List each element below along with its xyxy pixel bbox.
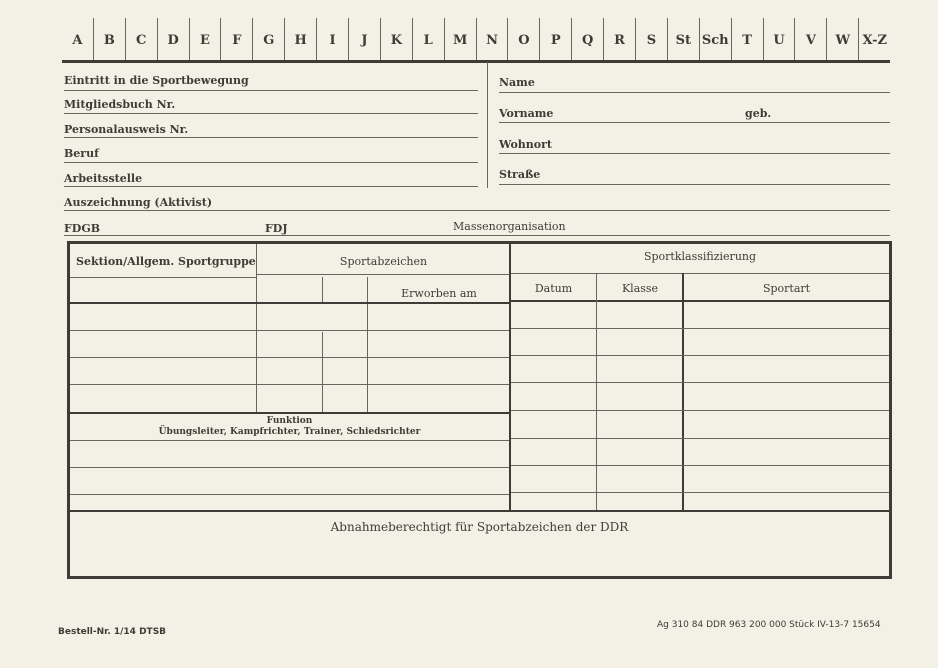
field-line-arbeitsstelle xyxy=(64,186,478,187)
index-letter-o: O xyxy=(508,18,540,60)
index-letter-k: K xyxy=(381,18,413,60)
field-column-divider xyxy=(487,62,488,188)
field-line-name xyxy=(499,92,890,93)
v-abz-2 xyxy=(367,277,368,412)
field-label-auszeichnung: Auszeichnung (Aktivist) xyxy=(64,196,213,209)
org-label-fdj: FDJ xyxy=(265,222,288,235)
th-sportart: Sportart xyxy=(762,282,811,295)
index-letter-b: B xyxy=(94,18,126,60)
field-label-mitgliedsbuch: Mitgliedsbuch Nr. xyxy=(64,98,176,111)
h-right-row-3 xyxy=(511,382,889,383)
th-sektion: Sektion/Allgem. Sportgruppe xyxy=(76,255,256,268)
abnahme-label: Abnahmeberechtigt für Sportabzeichen der DDR xyxy=(330,520,629,534)
index-letter-d: D xyxy=(158,18,190,60)
field-label-personalausweis: Personalausweis Nr. xyxy=(64,123,189,136)
h-right-row-7 xyxy=(511,492,889,493)
field-line-wohnort xyxy=(499,153,890,154)
index-letter-g: G xyxy=(253,18,285,60)
th-sportabzeichen: Sportabzeichen xyxy=(339,255,428,268)
h-funktion-2 xyxy=(70,467,509,468)
field-line-vorname xyxy=(499,122,890,123)
field-line-strasse xyxy=(499,184,890,185)
h-left-row-3 xyxy=(70,384,509,385)
field-label-vorname: Vorname xyxy=(499,107,554,120)
field-line-beruf xyxy=(64,162,478,163)
h-funktion-3 xyxy=(70,494,509,495)
h-funktion-1 xyxy=(70,440,509,441)
index-letter-m: M xyxy=(445,18,477,60)
index-letter-sch: Sch xyxy=(700,18,732,60)
v-sektion xyxy=(256,244,257,412)
index-letter-u: U xyxy=(764,18,796,60)
org-label-massenorganisation: Massenorganisation xyxy=(453,220,566,233)
sport-record-table xyxy=(67,241,892,579)
v-abz-1-head xyxy=(322,277,323,302)
v-abz-1-body xyxy=(322,332,323,412)
field-label-strasse: Straße xyxy=(499,168,541,181)
org-line xyxy=(64,235,890,236)
index-letter-i: I xyxy=(317,18,349,60)
index-letter-c: C xyxy=(126,18,158,60)
org-label-fdgb: FDGB xyxy=(64,222,101,235)
h-left-row-1 xyxy=(70,330,509,331)
footer-print-code: Ag 310 84 DDR 963 200 000 Stück IV-13-7 15654 xyxy=(657,620,881,630)
h-sektion-head xyxy=(70,277,256,278)
alphabet-index-row xyxy=(62,18,890,63)
index-letter-w: W xyxy=(827,18,859,60)
th-erworben-am: Erworben am xyxy=(401,287,477,300)
index-letter-x-z: X-Z xyxy=(862,33,887,48)
v-datum xyxy=(596,273,597,510)
footer-order-number: Bestell-Nr. 1/14 DTSB xyxy=(58,627,167,637)
table-half-divider xyxy=(509,244,511,510)
th-klasse: Klasse xyxy=(621,282,659,295)
h-right-row-1 xyxy=(511,328,889,329)
h-right-row-6 xyxy=(511,465,889,466)
field-label-beruf: Beruf xyxy=(64,147,99,160)
field-line-personalausweis xyxy=(64,137,478,138)
index-letter-t: T xyxy=(732,18,764,60)
h-right-row-2 xyxy=(511,355,889,356)
field-line-mitgliedsbuch xyxy=(64,113,478,114)
v-klasse xyxy=(682,273,684,510)
field-label-name: Name xyxy=(499,76,535,89)
funktion-title: Funktion xyxy=(266,416,313,426)
index-letter-st: St xyxy=(668,18,700,60)
th-datum: Datum xyxy=(534,282,573,295)
index-letter-a: A xyxy=(62,18,94,60)
index-letter-f: F xyxy=(221,18,253,60)
index-letter-h: H xyxy=(285,18,317,60)
index-letter-p: P xyxy=(540,18,572,60)
field-label-geb: geb. xyxy=(745,107,772,120)
h-abz-head xyxy=(256,274,509,275)
h-left-head-bottom xyxy=(70,302,509,304)
index-letter-s: S xyxy=(636,18,668,60)
h-right-row-4 xyxy=(511,410,889,411)
h-left-row-2 xyxy=(70,357,509,358)
h-abnahme-top xyxy=(70,510,889,512)
h-right-head xyxy=(511,273,889,274)
h-right-row-5 xyxy=(511,438,889,439)
field-line-eintritt xyxy=(64,90,478,91)
field-label-eintritt: Eintritt in die Sportbewegung xyxy=(64,74,249,87)
h-left-row-4 xyxy=(70,412,509,414)
index-letter-e: E xyxy=(190,18,222,60)
index-letter-j: J xyxy=(349,18,381,60)
th-sportklassifizierung: Sportklassifizierung xyxy=(643,250,757,263)
index-letter-v: V xyxy=(795,18,827,60)
field-line-auszeichnung xyxy=(64,210,890,211)
field-label-arbeitsstelle: Arbeitsstelle xyxy=(64,172,143,185)
index-letter-q: Q xyxy=(572,18,604,60)
h-right-head-bottom xyxy=(511,300,889,302)
field-label-wohnort: Wohnort xyxy=(499,138,553,151)
index-letter-l: L xyxy=(413,18,445,60)
funktion-subtitle: Übungsleiter, Kampfrichter, Trainer, Schiedsrichter xyxy=(158,427,421,437)
index-letter-r: R xyxy=(604,18,636,60)
index-letter-n: N xyxy=(477,18,509,60)
